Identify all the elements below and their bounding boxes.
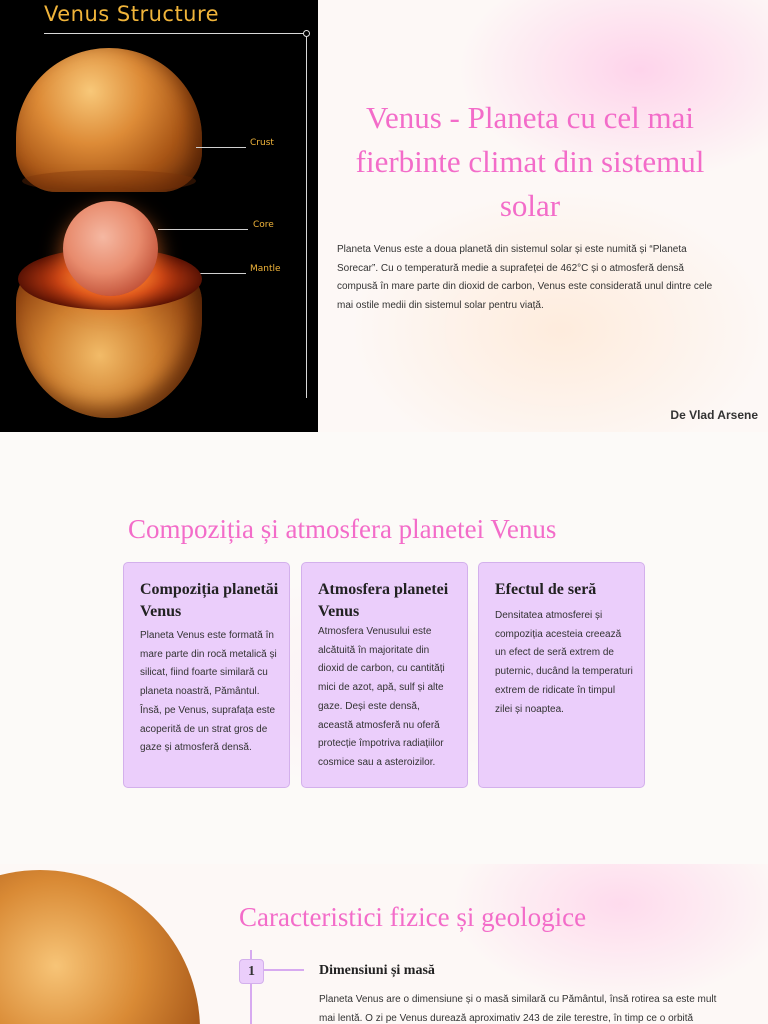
core-leader-line [158,229,248,230]
core-label: Core [253,220,274,230]
card-body: Planeta Venus este formată în mare parte din rocă metalică și silicat, fiind foarte similară cu planeta noastră, Pământul. Însă, pe Venus, suprafața este acoperită de un strat gros de gaze și atmosferă densă. [140,630,277,754]
card-composition [123,562,290,788]
venus-structure-image [0,0,318,432]
venus-surface-image [0,870,200,1024]
card-body: Atmosfera Venusului este alcătuită în majoritate din dioxid de carbon, cu cantități mici de azot, apă, sulf și alte gaze. Deși este densă, această atmosferă nu oferă protecție împotriva radiațiilor cosmice sau a asteroizilor. [318,626,445,768]
card-title: Efectul de seră [495,581,597,598]
crust-leader-line [196,147,246,148]
intro-paragraph: Planeta Venus este a doua planetă din sistemul solar și este numită și “Planeta Sorecar”. Cu o temperatură medie a suprafeței de 462°C și o atmosferă densă compusă în mare parte din dioxid de carbon, Venus este considerată unul dintre cele mai ostile medii din sistemul solar pentru viață. [337,244,713,311]
image-rule-dot [303,30,310,37]
step-number-badge: 1 [239,959,264,984]
timeline-connector [262,969,304,971]
intro-title: Venus - Planeta cu cel mai fierbinte climat din sistemul solar [355,100,705,223]
image-rule-horizontal [44,33,304,34]
slide-intro [0,0,768,432]
venus-structure-title: Venus Structure [44,2,220,26]
slide-composition [0,432,768,864]
image-rule-vertical [306,36,307,398]
card-greenhouse-effect [478,562,645,788]
mantle-label: Mantle [250,264,281,274]
venus-core [63,201,158,296]
venus-crust-top-half [16,48,202,192]
step-body: Planeta Venus are o dimensiune și o masă similară cu Pământul, însă rotirea sa este mult mai lentă. O zi pe Venus durează aproximativ 243 de zile terestre, în timp ce o orbită [319,994,717,1024]
composition-title: Compoziția și atmosfera planetei Venus [128,514,557,544]
card-title: Compoziția planetăi Venus [140,581,279,620]
step-title: Dimensiuni și masă [319,963,435,978]
card-atmosphere [301,562,468,788]
physical-title: Caracteristici fizice și geologice [239,902,587,932]
slide-physical-characteristics [0,864,768,1024]
crust-label: Crust [250,138,274,148]
card-title: Atmosfera planetei Venus [318,581,449,620]
card-body: Densitatea atmosferei și compoziția acesteia creează un efect de seră extrem de puternic, ducând la temperaturi extrem de ridicate în timpul zilei și noaptea. [495,610,633,715]
author-credit: De Vlad Arsene [670,408,758,422]
